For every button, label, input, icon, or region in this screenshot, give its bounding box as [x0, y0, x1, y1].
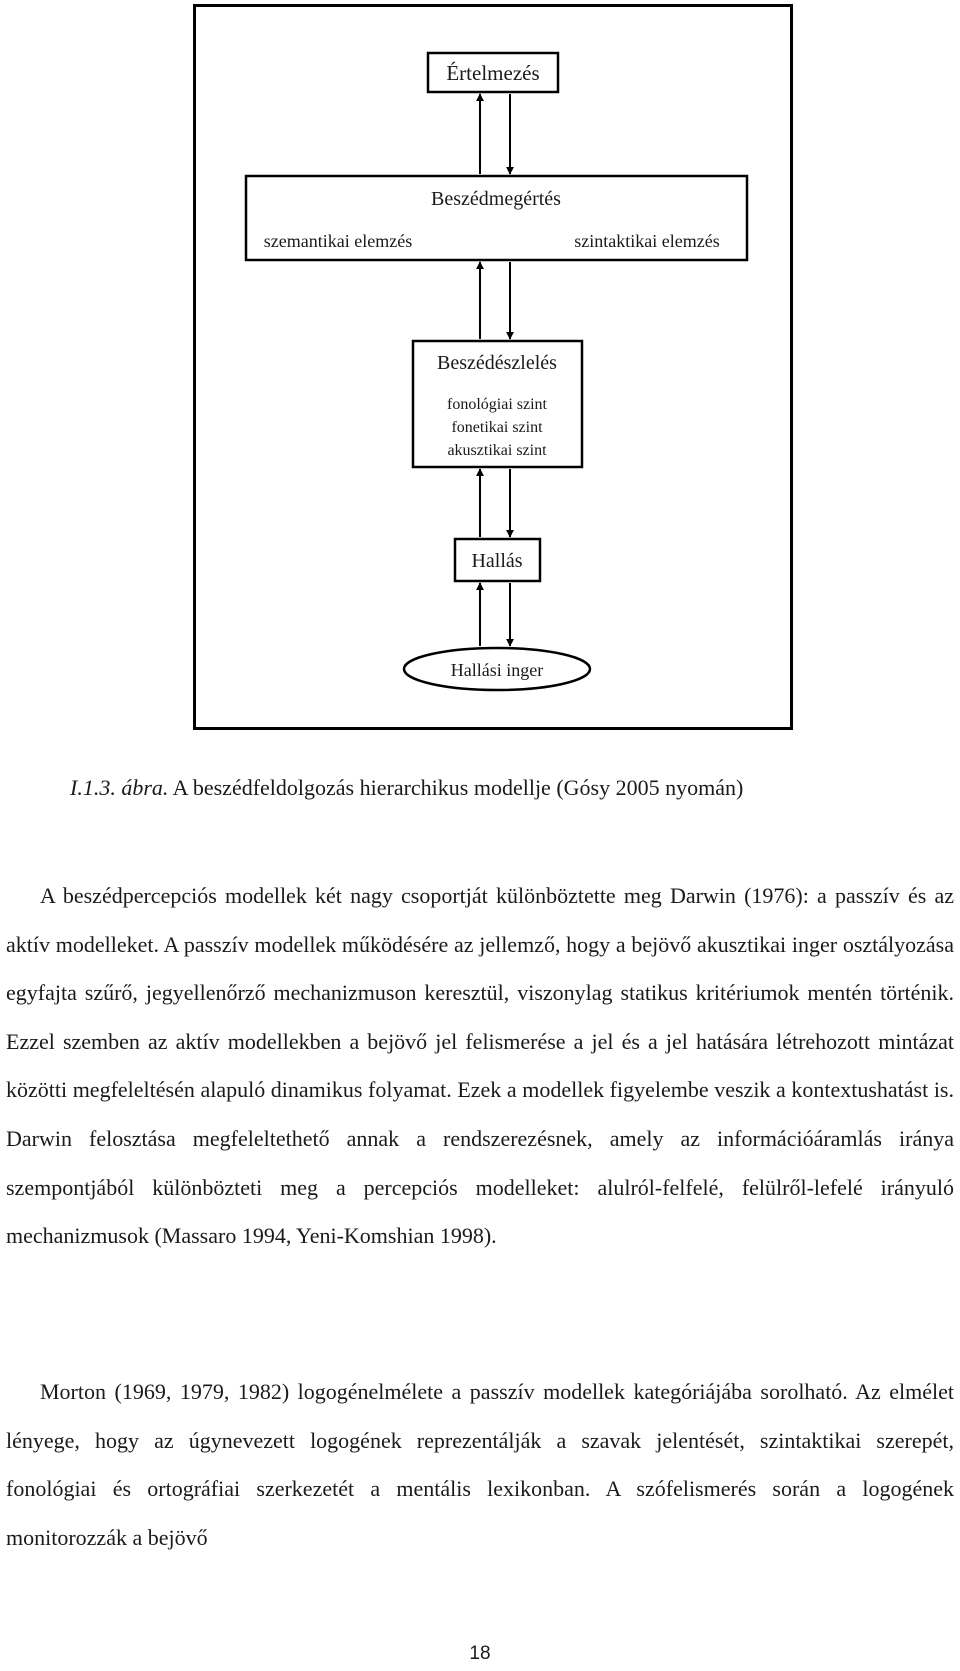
body-paragraph: Morton (1969, 1979, 1982) logogénelmélete a passzív modellek kategóriájába sorolható. Az elmélet lényege, hogy az úgynevezett logogének reprezentálják a szavak jelentését, szintaktikai szerepét, fonológiai és ortográfiai szerkezetét a mentális lexikonban. A szófelismerés során a logogének monitorozzák a bejövő [6, 1379, 954, 1550]
node-beszedeszleles-title: Beszédészlelés [437, 352, 557, 374]
node-beszedmegertes-title: Beszédmegértés [431, 188, 561, 210]
node-beszedeszleles-level: akusztikai szint [447, 442, 547, 459]
node-beszedeszleles-level: fonológiai szint [447, 396, 547, 413]
node-beszedeszleles-level: fonetikai szint [451, 419, 543, 436]
figure-caption [70, 775, 743, 801]
caption-label: I.1.3. ábra. [70, 775, 169, 800]
node-hallas-label: Hallás [471, 550, 523, 572]
caption-text: A beszédfeldolgozás hierarchikus modellje (Gósy 2005 nyomán) [168, 775, 744, 800]
node-hallasi-inger-label: Hallási inger [450, 660, 544, 680]
hierarchy-diagram [0, 0, 960, 740]
body-paragraph: A beszédpercepciós modellek két nagy csoportját különböztette meg Darwin (1976): a passzív és az aktív modelleket. A passzív modellek működésére az jellemző, hogy a bejövő akusztikai inger osztályozása egyfajta szűrő, jegyellenőrző mechanizmuson keresztül, viszonylag statikus kritériumok mentén történik. Ezzel szemben az aktív modellekben a bejövő jel felismerése a jel és a jel hatására létrehozott mintázat közötti megfeleltésén alapuló dinamikus folyamat. Ezek a modellek figyelembe veszik a kontextushatást is. Darwin felosztása megfeleltethető annak a rendszerezésnek, amely az információáramlás iránya szempontjából különbözteti meg a percepciós modelleket: alulról-felfelé, felülről-lefelé irányuló mechanizmusok (Massaro 1994, Yeni-Komshian 1998). [6, 883, 954, 1249]
node-beszedmegertes-left: szemantikai elemzés [263, 231, 413, 251]
page-number: 18 [469, 1643, 491, 1664]
node-ertelmezes-label: Értelmezés [446, 61, 540, 85]
node-beszedmegertes-right: szintaktikai elemzés [574, 231, 720, 251]
